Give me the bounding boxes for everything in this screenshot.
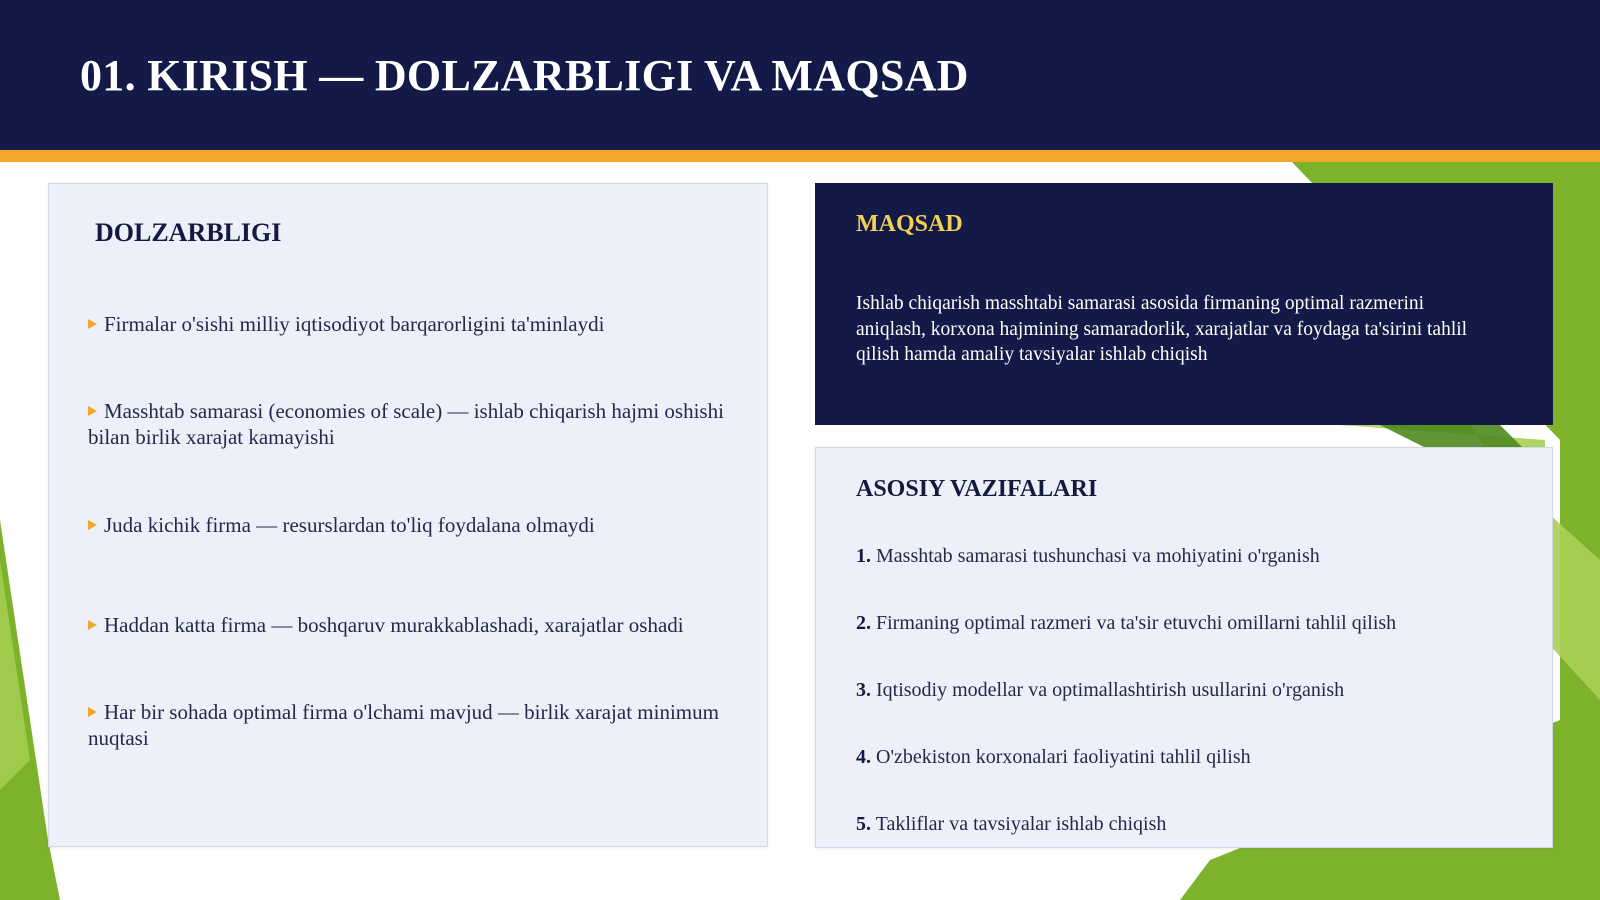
maqsad-card [815,183,1553,425]
list-item [88,512,728,538]
triangle-bullet-icon [88,319,97,329]
task-number: 3. [856,679,871,701]
triangle-bullet-icon [88,707,97,717]
task-number: 1. [856,545,871,567]
vazifalar-heading: ASOSIY VAZIFALARI [856,476,1098,502]
task-item [856,811,1516,837]
list-item [88,311,728,337]
triangle-bullet-icon [88,406,97,416]
task-text: Masshtab samarasi tushunchasi va mohiyatini o'rganish [876,545,1320,567]
maqsad-text: Ishlab chiqarish masshtabi samarasi asosida firmaning optimal razmerini aniqlash, korxona hajmining samaradorlik, xarajatlar va foydaga ta'sirini tahlil qilish hamda amaliy tavsiyalar ishlab chiqish [856,293,1468,365]
task-item [856,610,1516,636]
list-item [88,612,728,638]
task-number: 4. [856,746,871,768]
task-item [856,543,1516,569]
task-item [856,677,1516,703]
list-item-text: Masshtab samarasi (economies of scale) — ishlab chiqarish hajmi oshishi bilan birlik xarajat kamayishi [88,399,724,449]
task-number: 2. [856,612,871,634]
task-text: Takliflar va tavsiyalar ishlab chiqish [875,813,1167,835]
task-number: 5. [856,813,871,835]
list-item [88,699,728,751]
task-item [856,744,1516,770]
light-green-decor-left [0,560,30,790]
list-item-text: Haddan katta firma — boshqaruv murakkablashadi, xarajatlar oshadi [104,613,684,637]
vazifalar-card [815,447,1553,848]
maqsad-heading: MAQSAD [856,211,963,237]
triangle-bullet-icon [88,620,97,630]
dolzarbligi-heading: DOLZARBLIGI [95,218,282,247]
accent-stripe [0,150,1600,162]
list-item-text: Juda kichik firma — resurslardan to'liq foydalana olmaydi [104,513,595,537]
slide-title: 01. KIRISH — DOLZARBLIGI VA MAQSAD [80,51,969,100]
triangle-bullet-icon [88,520,97,530]
list-item-text: Har bir sohada optimal firma o'lchami mavjud — birlik xarajat minimum nuqtasi [88,700,719,750]
task-text: O'zbekiston korxonalari faoliyatini tahlil qilish [876,746,1251,768]
list-item-text: Firmalar o'sishi milliy iqtisodiyot barqarorligini ta'minlaydi [104,312,605,336]
title-bar [0,0,1600,150]
task-text: Iqtisodiy modellar va optimallashtirish usullarini o'rganish [876,679,1345,701]
list-item [88,398,728,450]
dolzarbligi-card [48,183,768,847]
task-text: Firmaning optimal razmeri va ta'sir etuvchi omillarni tahlil qilish [876,612,1397,634]
